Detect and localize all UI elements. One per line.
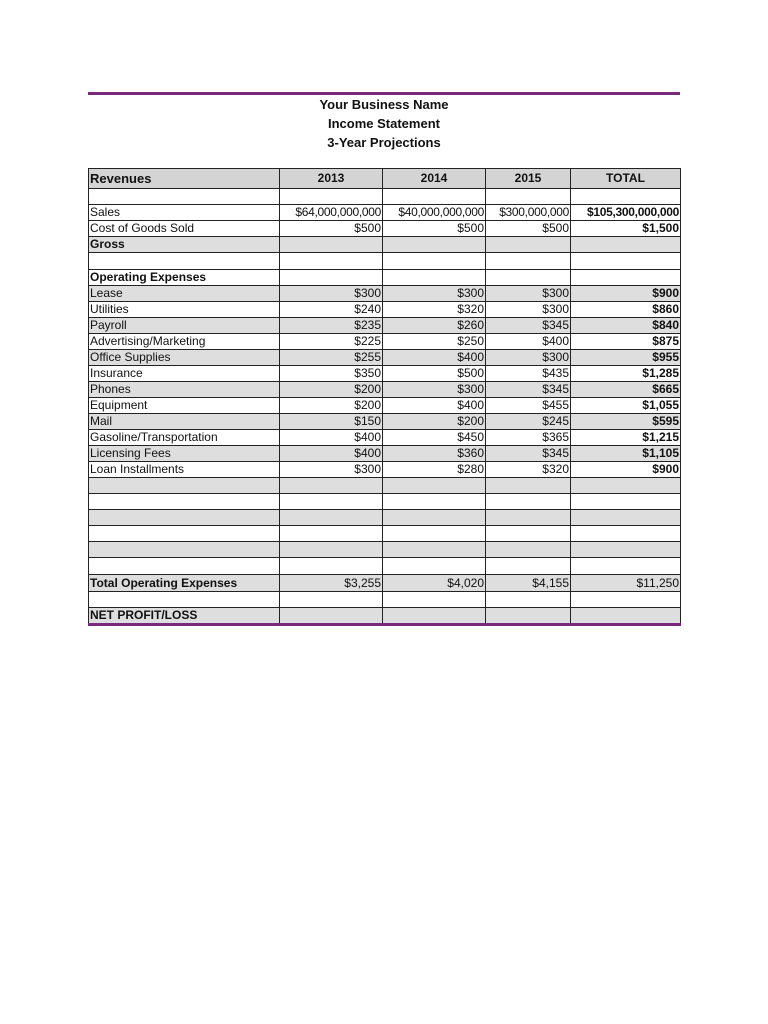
row-label: Insurance	[89, 366, 280, 382]
row-label: Lease	[89, 286, 280, 302]
cell-value: $500	[486, 221, 571, 237]
row-total: $1,055	[571, 398, 681, 414]
table-row	[89, 382, 681, 398]
cell-value: $200	[280, 398, 383, 414]
cell-value: $200	[280, 382, 383, 398]
header-row	[89, 169, 681, 189]
gross-row	[89, 237, 681, 253]
cell-value: $365	[486, 430, 571, 446]
cell-value: $245	[486, 414, 571, 430]
empty-row	[89, 510, 681, 526]
table-row	[89, 350, 681, 366]
cell-value: $280	[383, 462, 486, 478]
row-total: $11,250	[571, 575, 681, 592]
gross-label: Gross	[89, 237, 280, 253]
row-label: Licensing Fees	[89, 446, 280, 462]
table-row	[89, 205, 681, 221]
row-label: Phones	[89, 382, 280, 398]
row-label: Utilities	[89, 302, 280, 318]
table-row	[89, 446, 681, 462]
cell-value: $400	[486, 334, 571, 350]
blank-row	[89, 189, 681, 205]
cell-value: $64,000,000,000	[280, 205, 383, 221]
operating-expenses-heading: Operating Expenses	[89, 270, 280, 286]
cell-value: $200	[383, 414, 486, 430]
revenues-header: Revenues	[89, 169, 280, 189]
row-total: $1,215	[571, 430, 681, 446]
income-statement-table	[88, 168, 681, 626]
total-operating-row	[89, 575, 681, 592]
row-total: $840	[571, 318, 681, 334]
row-label: Loan Installments	[89, 462, 280, 478]
cell-value: $500	[383, 221, 486, 237]
cell-value: $240	[280, 302, 383, 318]
cell-value: $435	[486, 366, 571, 382]
row-total: $900	[571, 286, 681, 302]
row-total: $1,285	[571, 366, 681, 382]
spacer-row	[89, 253, 681, 270]
cell-value: $400	[280, 430, 383, 446]
row-label: Advertising/Marketing	[89, 334, 280, 350]
cell-value: $350	[280, 366, 383, 382]
cell-value: $320	[486, 462, 571, 478]
row-total: $1,500	[571, 221, 681, 237]
table-row	[89, 462, 681, 478]
operating-heading-row	[89, 270, 681, 286]
cell-value: $345	[486, 446, 571, 462]
net-profit-label: NET PROFIT/LOSS	[89, 608, 280, 625]
statement-title-block	[88, 95, 680, 152]
table-row	[89, 286, 681, 302]
row-total: $665	[571, 382, 681, 398]
table-row	[89, 334, 681, 350]
cell-value: $320	[383, 302, 486, 318]
row-label: Payroll	[89, 318, 280, 334]
cell-value: $500	[383, 366, 486, 382]
row-label: Mail	[89, 414, 280, 430]
statement-name: Income Statement	[328, 116, 440, 131]
business-name: Your Business Name	[319, 97, 449, 112]
table-row	[89, 221, 681, 237]
cell-value: $450	[383, 430, 486, 446]
cell-value: $400	[383, 398, 486, 414]
year-header-2015: 2015	[486, 169, 571, 189]
cell-value: $300	[383, 286, 486, 302]
table-row	[89, 430, 681, 446]
row-total: $875	[571, 334, 681, 350]
cell-value: $300	[486, 350, 571, 366]
cell-value: $235	[280, 318, 383, 334]
table-row	[89, 366, 681, 382]
empty-row	[89, 478, 681, 494]
cell-value: $400	[280, 446, 383, 462]
total-header: TOTAL	[571, 169, 681, 189]
cell-value: $260	[383, 318, 486, 334]
cell-value: $150	[280, 414, 383, 430]
row-label: Sales	[89, 205, 280, 221]
row-total: $1,105	[571, 446, 681, 462]
row-total: $860	[571, 302, 681, 318]
projection-period: 3-Year Projections	[327, 135, 441, 150]
cell-value: $255	[280, 350, 383, 366]
cell-value: $40,000,000,000	[383, 205, 486, 221]
cell-value: $250	[383, 334, 486, 350]
cell-value: $4,020	[383, 575, 486, 592]
table-row	[89, 302, 681, 318]
cell-value: $360	[383, 446, 486, 462]
cell-value: $455	[486, 398, 571, 414]
cell-value: $300	[486, 302, 571, 318]
row-label: Cost of Goods Sold	[89, 221, 280, 237]
row-total: $105,300,000,000	[571, 205, 681, 221]
row-total: $955	[571, 350, 681, 366]
cell-value: $300,000,000	[486, 205, 571, 221]
total-operating-label: Total Operating Expenses	[89, 575, 280, 592]
table-row	[89, 398, 681, 414]
cell-value: $500	[280, 221, 383, 237]
spacer-row	[89, 558, 681, 575]
row-label: Equipment	[89, 398, 280, 414]
blank-row	[89, 592, 681, 608]
year-header-2013: 2013	[280, 169, 383, 189]
cell-value: $300	[383, 382, 486, 398]
empty-row	[89, 526, 681, 542]
row-total: $595	[571, 414, 681, 430]
cell-value: $300	[280, 462, 383, 478]
table-row	[89, 318, 681, 334]
cell-value: $345	[486, 382, 571, 398]
cell-value: $3,255	[280, 575, 383, 592]
row-total: $900	[571, 462, 681, 478]
cell-value: $300	[486, 286, 571, 302]
row-label: Gasoline/Transportation	[89, 430, 280, 446]
cell-value: $300	[280, 286, 383, 302]
row-label: Office Supplies	[89, 350, 280, 366]
table-row	[89, 414, 681, 430]
year-header-2014: 2014	[383, 169, 486, 189]
cell-value: $400	[383, 350, 486, 366]
cell-value: $4,155	[486, 575, 571, 592]
net-profit-row	[89, 608, 681, 625]
cell-value: $225	[280, 334, 383, 350]
cell-value: $345	[486, 318, 571, 334]
empty-row	[89, 542, 681, 558]
empty-row	[89, 494, 681, 510]
